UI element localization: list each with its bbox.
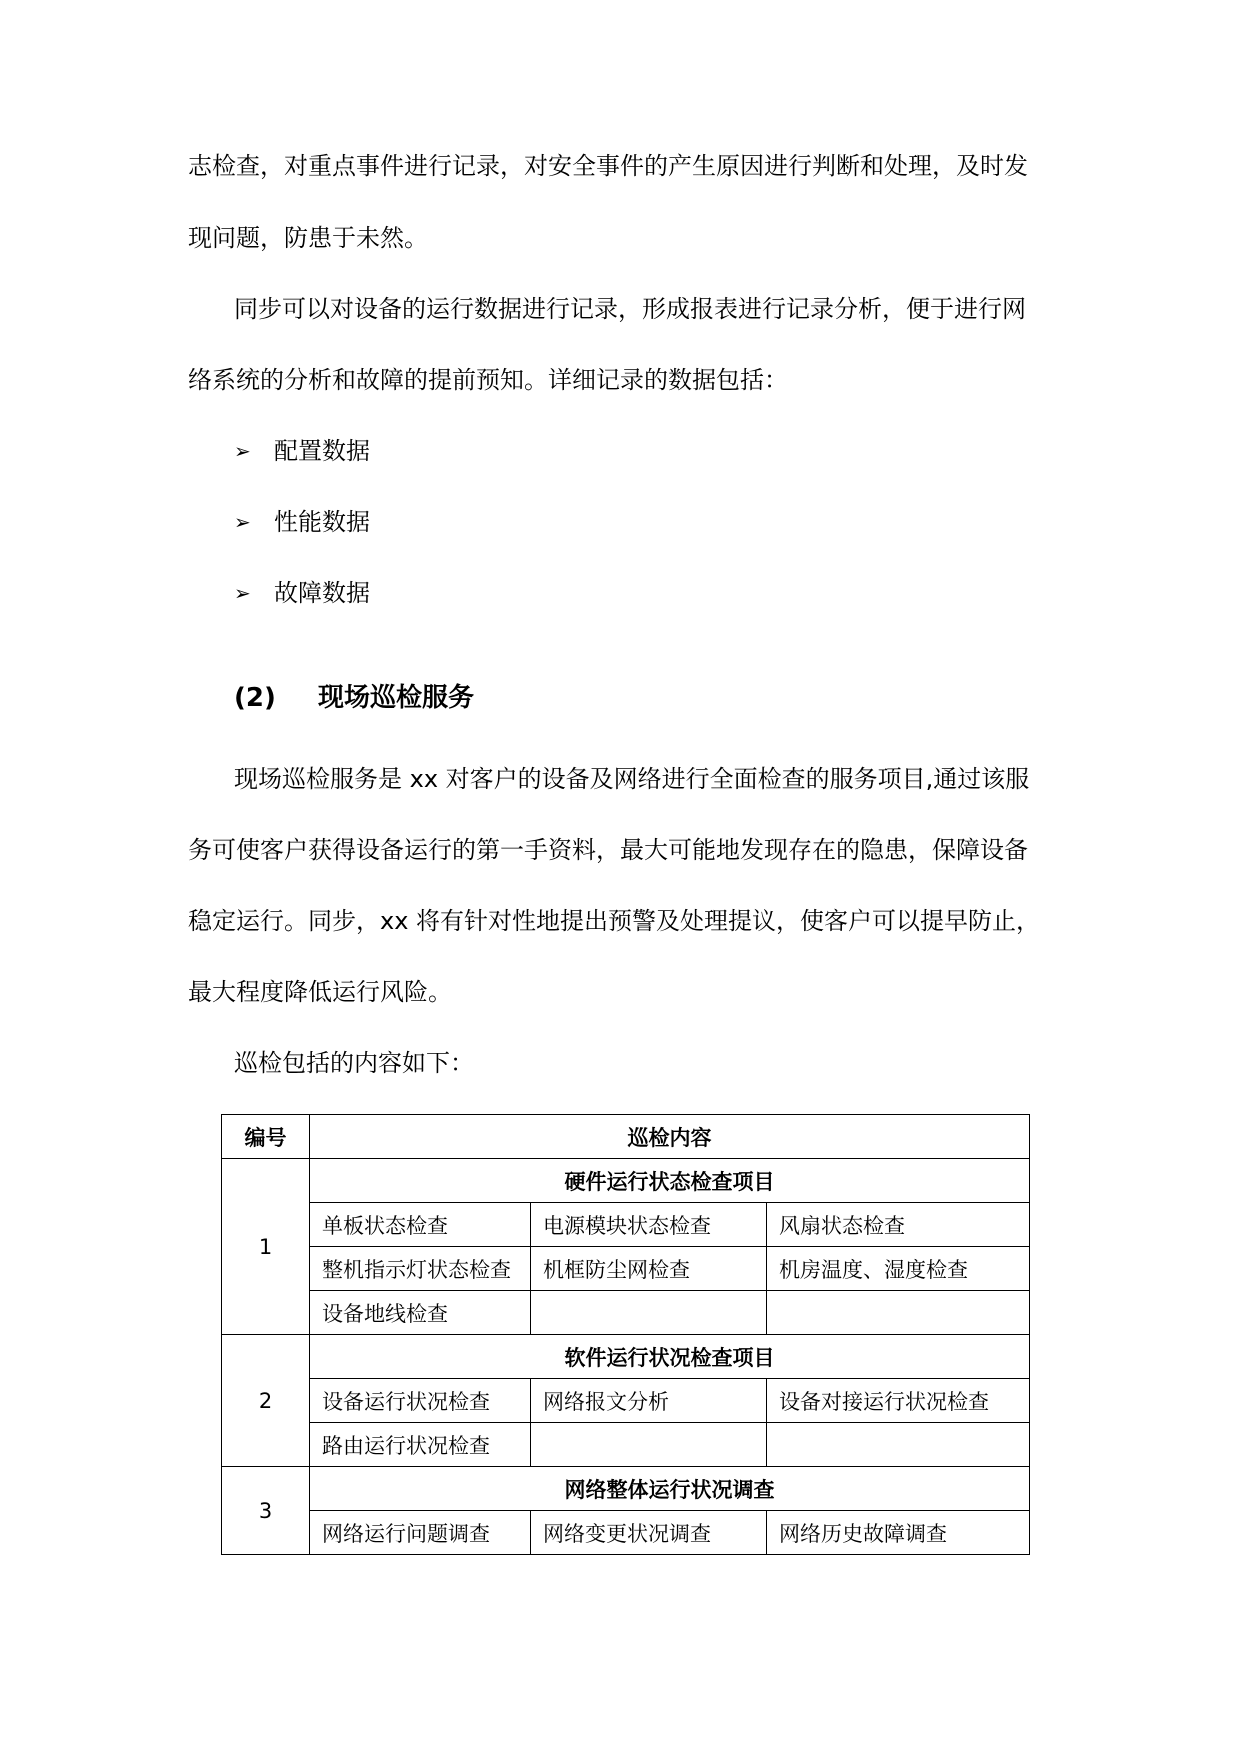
table-cell: 风扇状态检查 bbox=[767, 1203, 1030, 1247]
table-row bbox=[222, 1335, 1030, 1379]
paragraph-3-line-4: 最大程度降低运行风险。 bbox=[188, 978, 452, 1006]
table-row bbox=[222, 1291, 1030, 1335]
group-title: 软件运行状况检查项目 bbox=[310, 1335, 1030, 1379]
table-cell bbox=[767, 1291, 1030, 1335]
list-item-label: 配置数据 bbox=[274, 437, 370, 465]
arrow-bullet-icon: ➢ bbox=[234, 510, 251, 534]
paragraph-2-line-1: 同步可以对设备的运行数据进行记录，形成报表进行记录分析，便于进行网 bbox=[234, 295, 1026, 323]
paragraph-2-line-2: 络系统的分析和故障的提前预知。详细记录的数据包括： bbox=[188, 366, 788, 394]
table-cell: 单板状态检查 bbox=[310, 1203, 531, 1247]
paragraph-3-line-2: 务可使客户获得设备运行的第一手资料，最大可能地发现存在的隐患，保障设备 bbox=[188, 836, 1028, 864]
table-cell: 设备对接运行状况检查 bbox=[767, 1379, 1030, 1423]
paragraph-3-line-3: 稳定运行。同步，xx 将有针对性地提出预警及处理提议，使客户可以提早防止， bbox=[188, 907, 1041, 935]
table-cell: 网络变更状况调查 bbox=[531, 1511, 767, 1555]
table-cell: 机房温度、湿度检查 bbox=[767, 1247, 1030, 1291]
table-cell: 机框防尘网检查 bbox=[531, 1247, 767, 1291]
table-cell: 设备运行状况检查 bbox=[310, 1379, 531, 1423]
table-row bbox=[222, 1159, 1030, 1203]
group-title: 硬件运行状态检查项目 bbox=[310, 1159, 1030, 1203]
paragraph-1-line-2: 现问题，防患于未然。 bbox=[188, 224, 428, 252]
list-item-label: 故障数据 bbox=[274, 579, 370, 607]
table-cell bbox=[531, 1291, 767, 1335]
table-row bbox=[222, 1247, 1030, 1291]
table-cell: 路由运行状况检查 bbox=[310, 1423, 531, 1467]
table-row bbox=[222, 1379, 1030, 1423]
paragraph-4-line-1: 巡检包括的内容如下： bbox=[234, 1049, 474, 1077]
table-cell bbox=[531, 1423, 767, 1467]
header-content: 巡检内容 bbox=[310, 1115, 1030, 1159]
table-row bbox=[222, 1467, 1030, 1511]
table-header-row bbox=[222, 1115, 1030, 1159]
section-title: 现场巡检服务 bbox=[318, 683, 475, 713]
group-number: 1 bbox=[222, 1159, 310, 1335]
table-cell: 网络报文分析 bbox=[531, 1379, 767, 1423]
table-cell: 网络运行问题调查 bbox=[310, 1511, 531, 1555]
table-cell: 网络历史故障调查 bbox=[767, 1511, 1030, 1555]
header-number: 编号 bbox=[222, 1115, 310, 1159]
inspection-table bbox=[221, 1114, 1030, 1555]
table-cell: 设备地线检查 bbox=[310, 1291, 531, 1335]
section-number: (2) bbox=[234, 683, 276, 713]
arrow-bullet-icon: ➢ bbox=[234, 439, 251, 463]
paragraph-1-line-1: 志检查，对重点事件进行记录，对安全事件的产生原因进行判断和处理，及时发 bbox=[188, 152, 1028, 180]
table-cell: 整机指示灯状态检查 bbox=[310, 1247, 531, 1291]
table-row bbox=[222, 1203, 1030, 1247]
list-item-label: 性能数据 bbox=[274, 508, 370, 536]
group-number: 2 bbox=[222, 1335, 310, 1467]
paragraph-3-line-1: 现场巡检服务是 xx 对客户的设备及网络进行全面检查的服务项目,通过该服 bbox=[234, 765, 1030, 793]
arrow-bullet-icon: ➢ bbox=[234, 581, 251, 605]
table-cell: 电源模块状态检查 bbox=[531, 1203, 767, 1247]
table-row bbox=[222, 1511, 1030, 1555]
group-number: 3 bbox=[222, 1467, 310, 1555]
table-row bbox=[222, 1423, 1030, 1467]
group-title: 网络整体运行状况调查 bbox=[310, 1467, 1030, 1511]
table-cell bbox=[767, 1423, 1030, 1467]
